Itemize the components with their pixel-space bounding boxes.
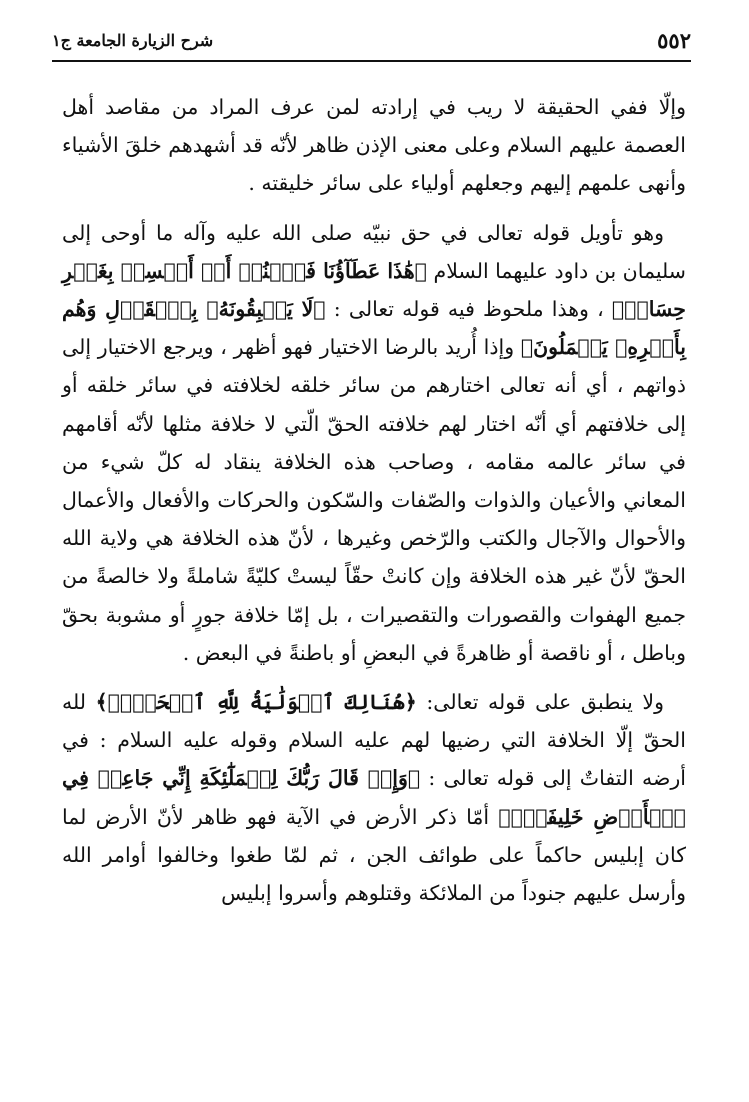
paragraph-3-text-a: ولا ينطبق على قوله تعالى: <box>426 690 664 715</box>
quran-verse-hunalika-al-walaya: ﴿هُنَالِكَ ٱلۡوَلَٰيَةُ لِلَّهِ ٱلۡحَقِّۚ﴾ <box>95 690 417 715</box>
quran-verse-ata-una: ﴿هَٰذَا عَطَآؤُنَا فَٱمۡنُنۡ أَوۡ أَمۡسِكۡ بِغَيۡرِ حِسَابٖ﴾ <box>62 258 686 322</box>
quran-verse-inni-jaailun: ﴿وَإِذۡ قَالَ رَبُّكَ لِلۡمَلَٰٓئِكَةِ إِنِّي جَاعِلٞ فِي ٱلۡأَرۡضِ خَلِيفَةٗۖ﴾ <box>62 766 686 829</box>
quran-verse-la-yasbiqunahu: ﴿لَا يَسۡبِقُونَهُۥ بِٱلۡقَوۡلِ وَهُم بِأَمۡرِهِۦ يَعۡمَلُونَ﴾ <box>62 297 686 360</box>
paragraph-3-text-c: أمّا ذكر الأرض في الآية فهو ظاهر لأنّ الأرض لما كان إبليس حاكماً على طوائف الجن ، ثم لمّا طغوا وخالفوا أوامر الله وأرسل عليهم جنوداً من الملائكة وقتلوهم وأسروا إبليس <box>62 804 686 906</box>
running-header <box>52 26 691 62</box>
paragraph-3 <box>62 683 686 912</box>
book-title: شرح الزيارة الجامعة ج١ <box>52 31 214 50</box>
paragraph-2-text-c: وإذا أُريد بالرضا الاختيار فهو أظهر ، ويرجع الاختيار إلى ذواتهم ، أي أنه تعالى اختارهم من سائر خلقه لخلافته في سائر خلقه أو إلى خلافتهم أي أنّه اختار لهم خلافته الحقّ الّتي لا خلافة مثلها لأنّه أقامهم في سائر عالمه مقامه ، وصاحب هذه الخلافة ينقاد له كلّ شيء من المعاني والأعيان والذوات والصّفات والسّكون والحركات والأفعال والأعمال والأحوال والآجال والكتب والرّخص وغيرها ، لأنّ هذه الخلافة هي ولاية الله الحقّ لأنّ غير هذه الخلافة وإن كانتْ حقّاً ليستْ كليّةً شاملةً ولا خالصةً من جميع الهفوات والقصورات والتقصيرات ، بل إمّا خلافة جورٍ أو مشوبة بحقّ وباطل ، أو ناقصة أو ظاهرةً في البعضِ أو باطنةً في البعض . <box>62 335 686 665</box>
paragraph-2-text-b: ، وهذا ملحوظ فيه قوله تعالى : <box>333 297 604 322</box>
page-number: ٥٥٢ <box>657 28 691 53</box>
body-text <box>62 88 686 912</box>
paragraph-1: وإلّا ففي الحقيقة لا ريب في إرادته لمن عرف المراد من مقاصد أهل العصمة عليهم السلام وعلى معنى الإذن ظاهر لأنّه قد أشهدهم خلقَ الأشياء وأنهى علمهم إليهم وجعلهم أولياء على سائر خليقته . <box>62 95 686 196</box>
paragraph-2 <box>62 214 686 672</box>
paragraph-2-text-a: وهو تأويل قوله تعالى في حق نبيّه صلى الله عليه وآله ما أوحى إلى سليمان بن داود عليهما السلام <box>62 220 686 283</box>
paragraph-3-text-b: لله الحقّ إلّا الخلافة التي رضيها لهم عليه السلام وقوله عليه السلام : في أرضه التفاتٌ إلى قوله تعالى : <box>62 690 686 791</box>
